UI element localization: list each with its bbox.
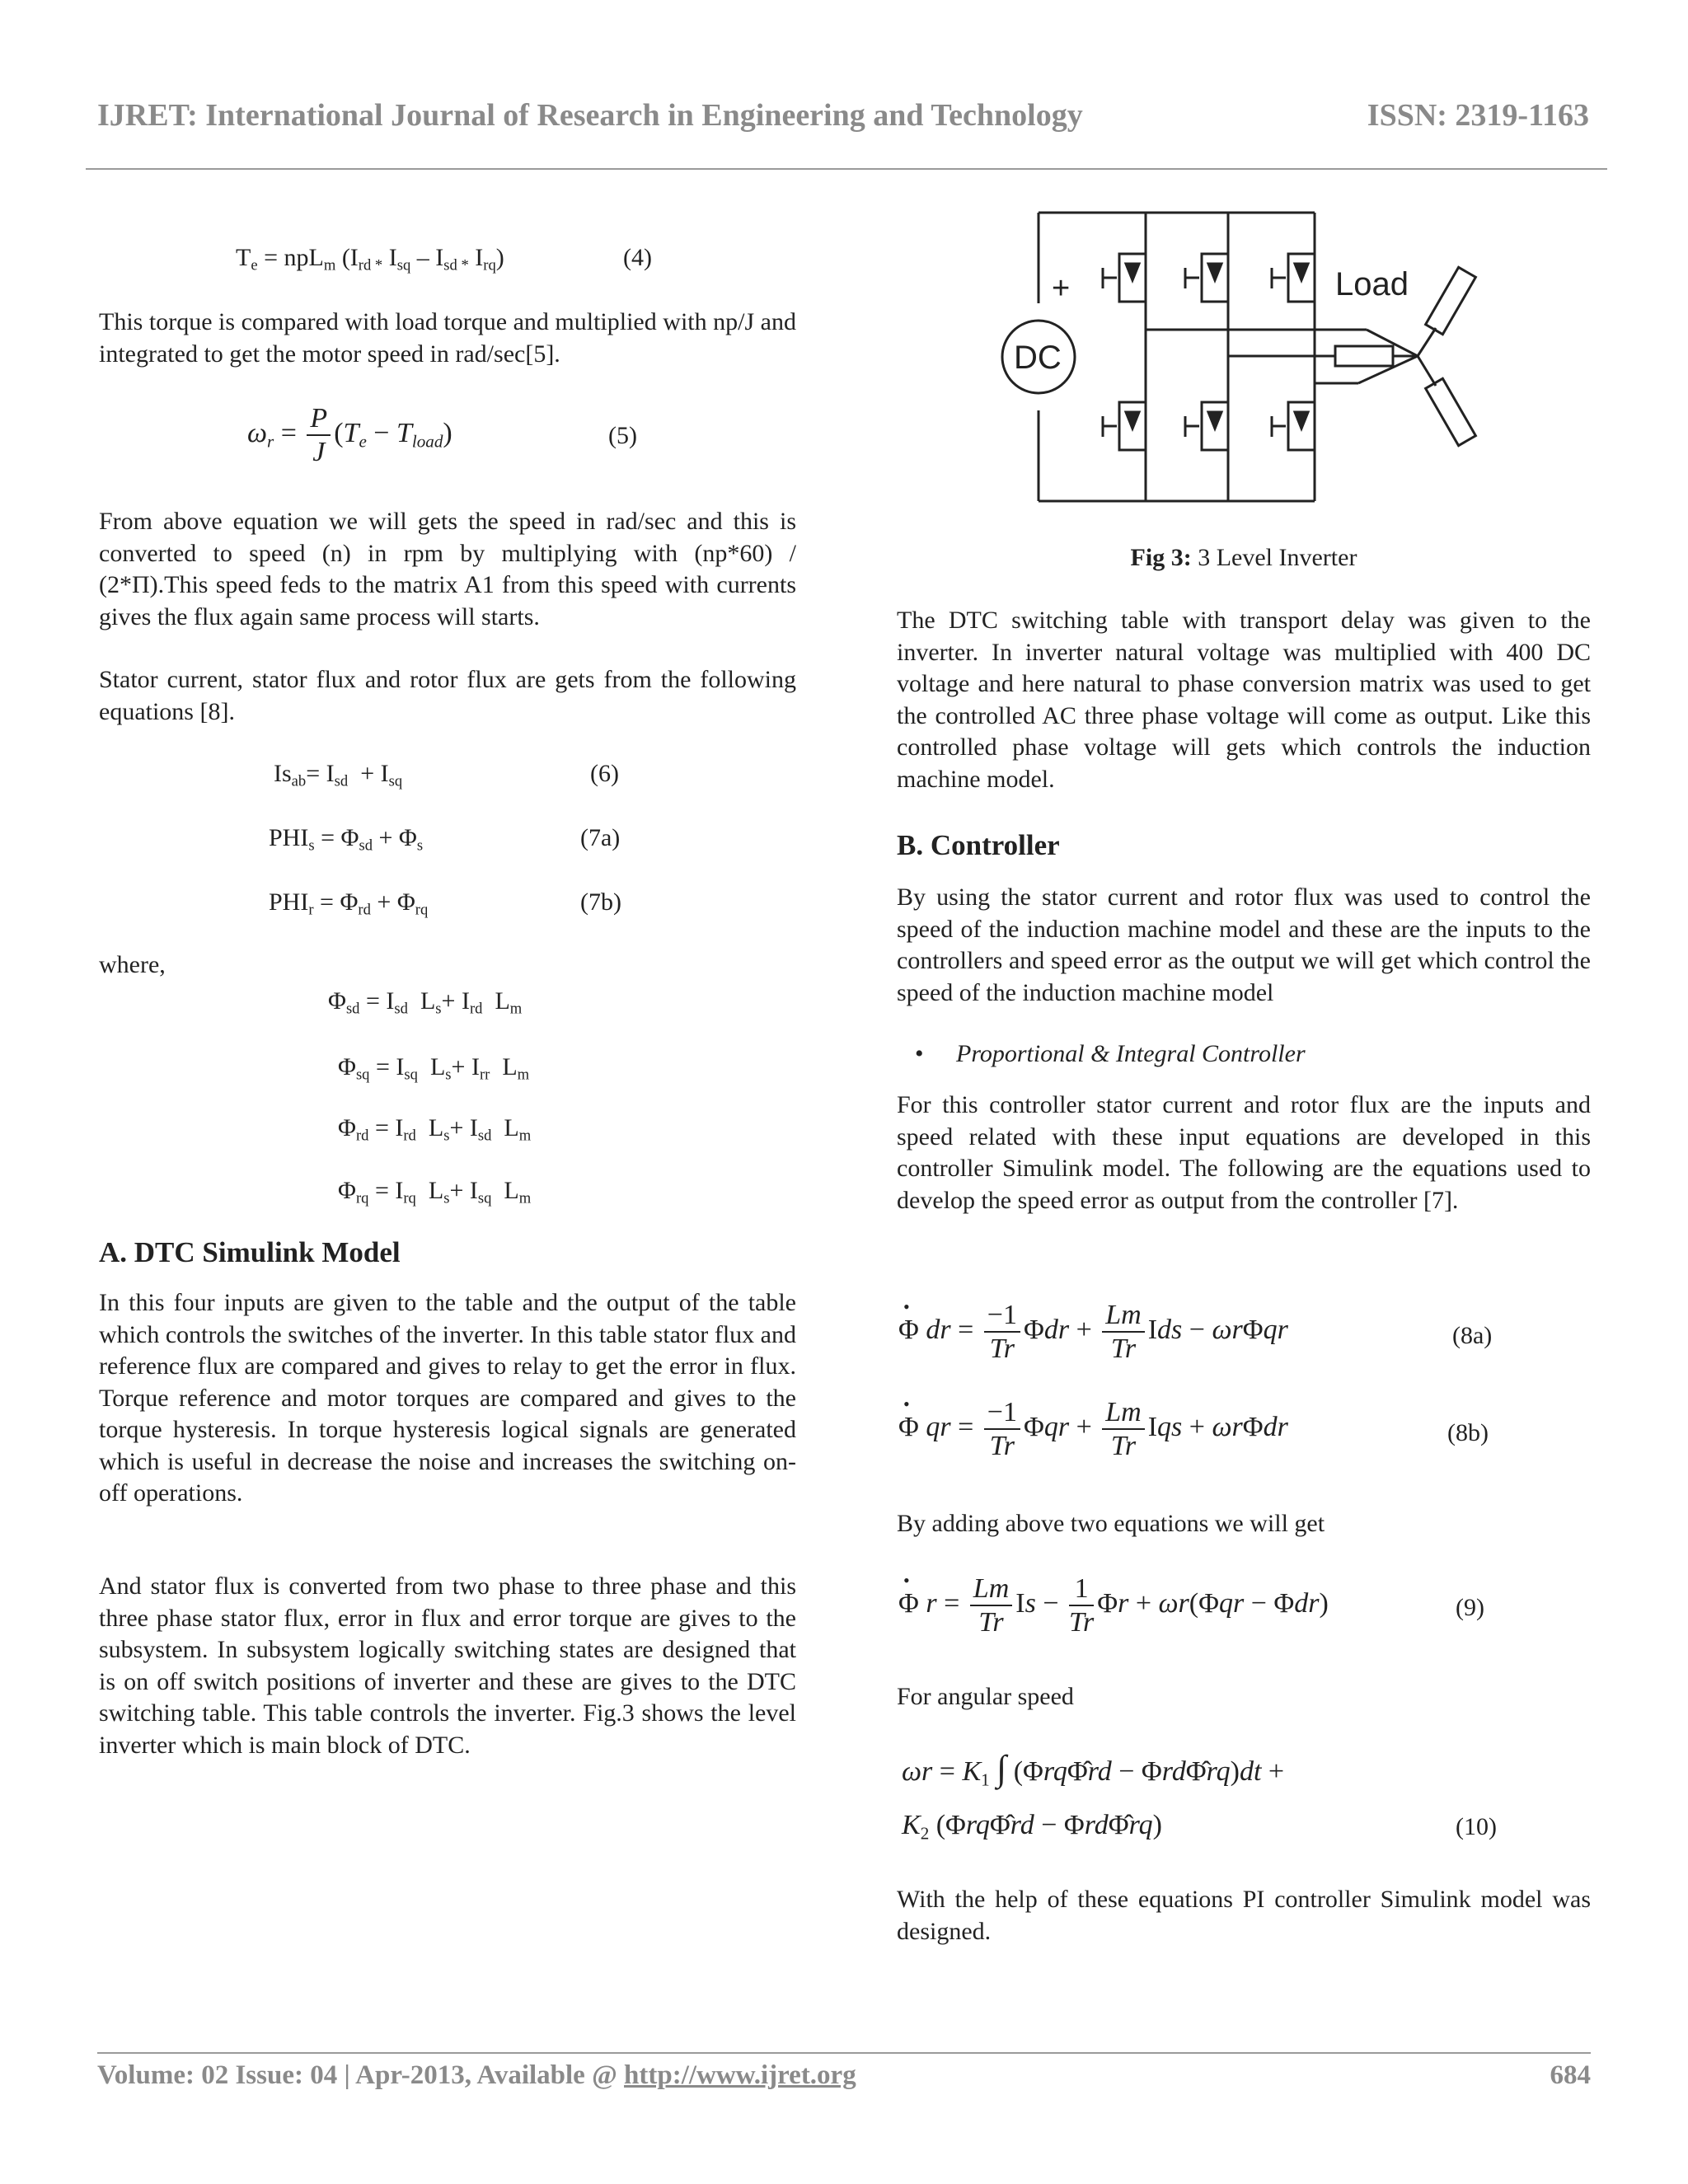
equation-4-number: (4) bbox=[623, 244, 652, 271]
paragraph-switching-table bbox=[897, 605, 1591, 795]
paragraph-pi-controller bbox=[897, 1090, 1591, 1216]
paragraph-text: In this four inputs are given to the table and the output of the table which controls the switches of the inverter. In this table stator flux and reference flux are compared and gives to relay to get the error in flux. Torque reference and motor torques are compared and gives to the torque hysteresis. In torque hysteresis logical signals are generated which is useful in decrease the noise and increases the switching on-off operations. bbox=[99, 1289, 796, 1507]
inverter-circuit-figure bbox=[989, 206, 1500, 511]
paragraph-pi-designed bbox=[897, 1884, 1591, 1947]
paragraph-controller bbox=[897, 882, 1591, 1009]
paragraph-text: And stator flux is converted from two phase to three phase and this three phase stator flux, error in flux and error torque are gives to the subsystem. In subsystem logically switching states are designed that is on off switch positions of inverter and these are gives to the DTC switching table. This table controls the inverter. Fig.3 shows the level inverter which is main block of DTC. bbox=[99, 1572, 796, 1759]
equation-7b: $PHI_r = \Phi_{rd} + \Phi_{rq}$ bbox=[269, 888, 429, 919]
equation-7a-number: (7a) bbox=[580, 824, 621, 851]
paragraph-stator-flux bbox=[99, 1571, 796, 1761]
where-label: where, bbox=[99, 951, 166, 978]
paragraph-stator-current bbox=[99, 664, 796, 728]
paragraph-dtc-model bbox=[99, 1287, 796, 1510]
paragraph-text: The DTC switching table with transport delay was given to the inverter. In inverter natural voltage was multiplied with 400 DC voltage and here natural to phase conversion matrix was used to get the controlled AC three phase voltage will come as output. Like this controlled phase voltage will gets which controls the induction machine model. bbox=[897, 607, 1591, 793]
footer-divider bbox=[97, 2052, 1591, 2054]
switch-lower-1-icon bbox=[1103, 402, 1146, 450]
section-heading-controller: B. Controller bbox=[897, 829, 1060, 861]
bullet-pi-controller: Proportional & Integral Controller bbox=[956, 1040, 1306, 1067]
switch-lower-3-icon bbox=[1272, 402, 1315, 450]
equation-7a: $PHI_s = \Phi_{sd} + \Phi_s$ bbox=[269, 824, 424, 855]
equation-phi-rd: $\Phi_{rd} = I_{rd}$ $L_s+ I_{sd}$ $L_m$ bbox=[338, 1114, 532, 1145]
footer-volume: Volume: 02 Issue: 04 | Apr-2013, Available @ http://www.ijret.org bbox=[97, 2060, 856, 2090]
paragraph-text: From above equation we will gets the speed in rad/sec and this is converted to speed (n) in rpm by multiplying with (np*60) / (2*Π).This speed feds to the matrix A1 from this speed with currents gives the flux again same process will starts. bbox=[99, 508, 796, 630]
paragraph-text: By using the stator current and rotor flux was used to control the speed of the induction machine model and these are the inputs to the controllers and speed error as the output we will get which control the speed of the induction machine model bbox=[897, 883, 1591, 1006]
switch-upper-1-icon bbox=[1103, 254, 1146, 302]
section-heading-dtc: A. DTC Simulink Model bbox=[99, 1236, 401, 1268]
load-resistor-icon bbox=[1426, 267, 1476, 334]
equation-4: $T_e = npL_m$ ($I_{rd *}$ $I_{sq} - I_{sd *}$ $I_{rq}$) bbox=[236, 244, 504, 274]
switch-upper-3-icon bbox=[1272, 254, 1315, 302]
figure-caption: Fig 3: 3 Level Inverter bbox=[1130, 544, 1357, 571]
paragraph-speed-conversion bbox=[99, 506, 796, 633]
equation-8a: • Φ dr = $\frac{-1}{Tr}$ Φdr + $\frac{Lm}{Tr}$ Ids − ωrΦqr bbox=[898, 1299, 1288, 1365]
svg-text:Load: Load bbox=[1335, 266, 1409, 302]
header-divider bbox=[86, 168, 1607, 170]
equation-5: $\omega_r$ = $\frac{P}{J}$ $(T_e - T_{load})$ bbox=[247, 403, 452, 468]
page-number: 684 bbox=[1550, 2060, 1591, 2090]
equation-6: $Is_{ab}= I_{sd} + I_{sq}$ bbox=[274, 760, 403, 790]
svg-text:+: + bbox=[1052, 271, 1071, 306]
paragraph-text: This torque is compared with load torque and multiplied with np/J and integrated to get the motor speed in rad/sec[5]. bbox=[99, 308, 796, 368]
equation-8b: • Φ qr = $\frac{-1}{Tr}$ Φqr + $\frac{Lm}{Tr}$ Iqs + ωrΦdr bbox=[898, 1396, 1288, 1462]
load-resistor-icon bbox=[1426, 378, 1476, 445]
equation-6-number: (6) bbox=[590, 760, 619, 787]
switch-upper-2-icon bbox=[1185, 254, 1228, 302]
paragraph-angular-speed bbox=[897, 1681, 1591, 1713]
equation-phi-sd: $\Phi_{sd} = I_{sd}$ $L_s+ I_{rd}$ $L_m$ bbox=[328, 987, 523, 1018]
equation-7b-number: (7b) bbox=[580, 888, 621, 916]
equation-10-number: (10) bbox=[1456, 1813, 1497, 1840]
switch-lower-2-icon bbox=[1185, 402, 1228, 450]
equation-8b-number: (8b) bbox=[1447, 1419, 1489, 1446]
equation-10-line2: $K_2$ (ΦrqΦ̂rd − ΦrdΦ̂rq) bbox=[902, 1810, 1162, 1844]
equation-phi-sq: $\Phi_{sq} = I_{sq}$ $L_s+ I_{rr}$ $L_m$ bbox=[338, 1053, 530, 1084]
paragraph-text: For angular speed bbox=[897, 1683, 1074, 1710]
equation-10-line1: $\omega r = K_1$ ∫ (ΦrqΦ̂rd − ΦrdΦ̂rq)dt + bbox=[902, 1748, 1285, 1790]
svg-text:DC: DC bbox=[1014, 340, 1062, 376]
paragraph-text: By adding above two equations we will get bbox=[897, 1510, 1325, 1537]
journal-link[interactable]: http://www.ijret.org bbox=[624, 2060, 856, 2090]
equation-9: • Φ r = $\frac{Lm}{Tr}$ Is − $\frac{1}{Tr}$ Φr + ωr(Φqr − Φdr) bbox=[898, 1572, 1329, 1638]
paragraph-text: Stator current, stator flux and rotor flux are gets from the following equations [8]. bbox=[99, 666, 796, 725]
paragraph-adding-equations bbox=[897, 1508, 1591, 1540]
paragraph-torque bbox=[99, 307, 796, 370]
paragraph-text: For this controller stator current and rotor flux are the inputs and speed related with these input equations are developed in this controller Simulink model. The following are the equations used to develop the speed error as output from the controller [7]. bbox=[897, 1091, 1591, 1214]
equation-5-number: (5) bbox=[608, 422, 637, 449]
issn: ISSN: 2319-1163 bbox=[1367, 98, 1589, 133]
journal-title: IJRET: International Journal of Research in Engineering and Technology bbox=[97, 98, 1083, 133]
bullet-icon: • bbox=[915, 1040, 924, 1067]
equation-phi-rq: $\Phi_{rq} = I_{rq}$ $L_s+ I_{sq}$ $L_m$ bbox=[338, 1177, 532, 1207]
load-resistor-icon bbox=[1335, 346, 1393, 366]
equation-8a-number: (8a) bbox=[1452, 1322, 1493, 1349]
equation-9-number: (9) bbox=[1456, 1594, 1484, 1621]
paragraph-text: With the help of these equations PI controller Simulink model was designed. bbox=[897, 1886, 1591, 1945]
